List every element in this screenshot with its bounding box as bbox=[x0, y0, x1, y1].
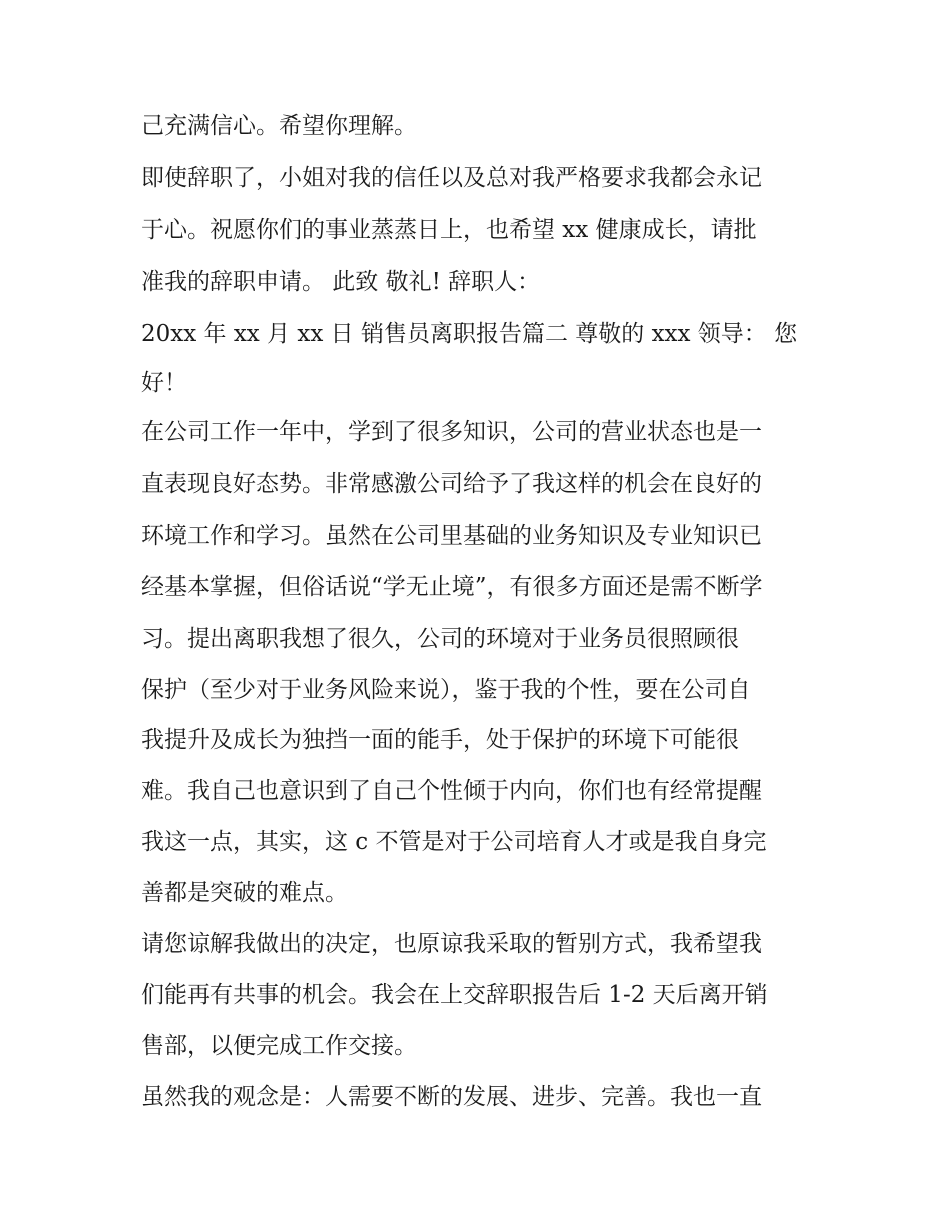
text-line: 习。提出离职我想了很久，公司的环境对于业务员很照顾很 bbox=[141, 626, 739, 652]
text-line: 直表现良好态势。非常感激公司给予了我这样的机会在良好的 bbox=[141, 471, 762, 497]
text-line: 好！ bbox=[141, 370, 187, 396]
text-line: 售部，以便完成工作交接。 bbox=[141, 1033, 417, 1059]
text-line: 20xx 年 xx 月 xx 日 销售员离职报告篇二 尊敬的 xxx 领导： 您 bbox=[141, 321, 798, 347]
text-line: 难。我自己也意识到了自己个性倾于内向，你们也有经常提醒 bbox=[141, 778, 762, 804]
text-line: 保护（至少对于业务风险来说），鉴于我的个性，要在公司自 bbox=[141, 677, 751, 703]
text-line: 于心。祝愿你们的事业蒸蒸日上，也希望 xx 健康成长，请批 bbox=[141, 217, 757, 243]
text-line: 虽然我的观念是：人需要不断的发展、进步、完善。我也一直 bbox=[141, 1084, 762, 1110]
text-line: 环境工作和学习。虽然在公司里基础的业务知识及专业知识已 bbox=[141, 523, 762, 549]
text-line: 我提升及成长为独挡一面的能手，处于保护的环境下可能很 bbox=[141, 727, 739, 753]
text-line: 们能再有共事的机会。我会在上交辞职报告后 1-2 天后离开销 bbox=[141, 982, 768, 1008]
text-line: 善都是突破的难点。 bbox=[141, 880, 348, 906]
text-line: 准我的辞职申请。 此致 敬礼! 辞职人： bbox=[141, 269, 541, 295]
text-line: 在公司工作一年中，学到了很多知识，公司的营业状态也是一 bbox=[141, 419, 762, 445]
text-line: 己充满信心。希望你理解。 bbox=[141, 113, 417, 139]
text-line: 请您谅解我做出的决定，也原谅我采取的暂别方式，我希望我 bbox=[141, 931, 762, 957]
text-line: 我这一点，其实，这 c 不管是对于公司培育人才或是我自身完 bbox=[141, 829, 767, 855]
text-line: 经基本掌握，但俗话说“学无止境”，有很多方面还是需不断学 bbox=[141, 574, 763, 600]
text-line: 即使辞职了，小姐对我的信任以及总对我严格要求我都会永记 bbox=[141, 165, 762, 191]
